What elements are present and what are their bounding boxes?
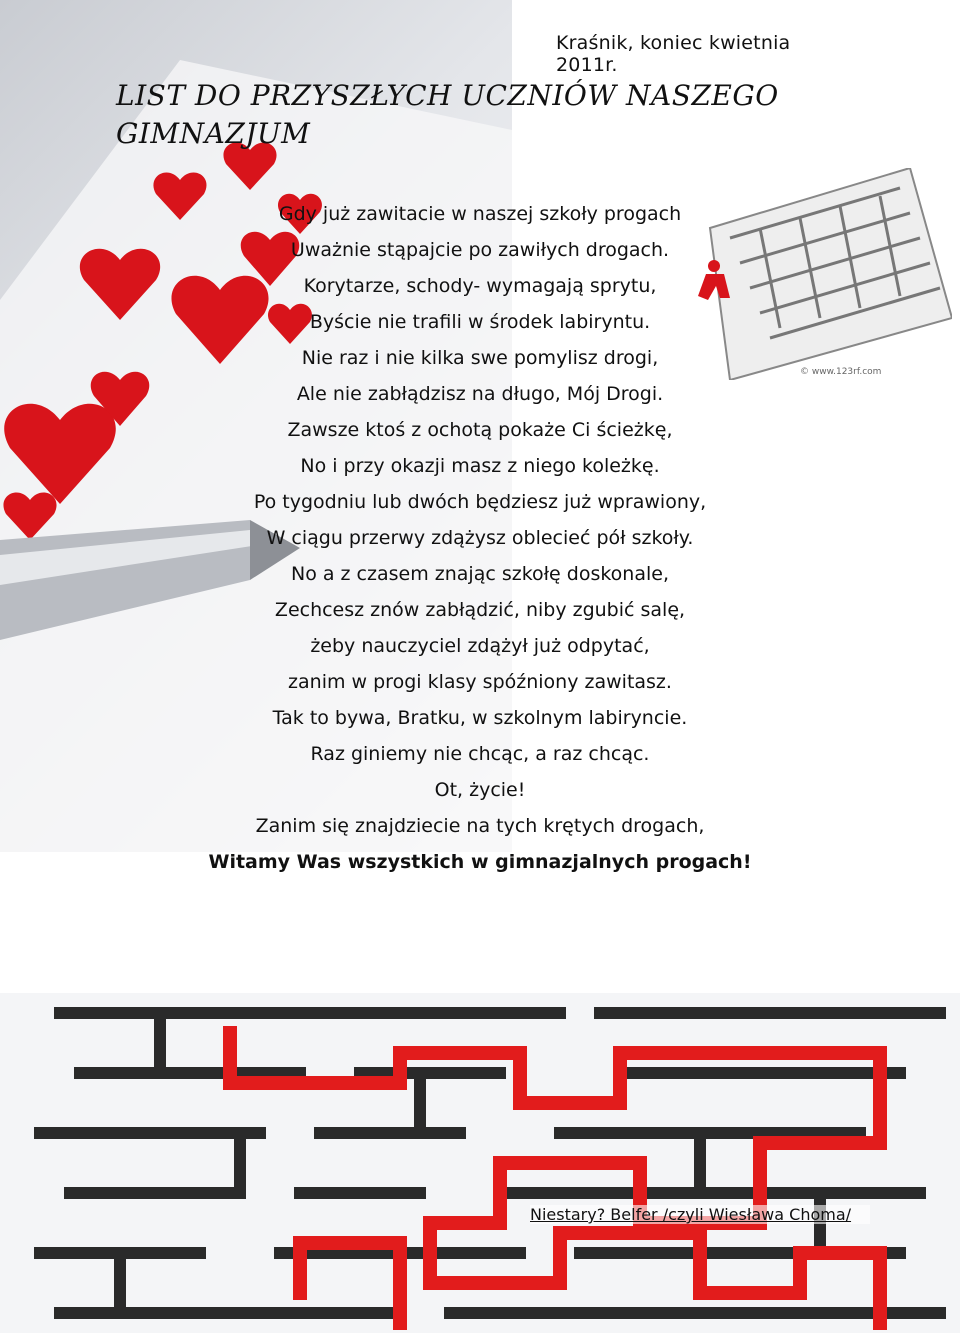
signature: Niestary? Belfer /czyli Wiesława Choma/ <box>530 1205 870 1224</box>
poem-line: Zawsze ktoś z ochotą pokaże Ci ścieżkę, <box>287 419 673 441</box>
poem-line: żeby nauczyciel zdążył już odpytać, <box>310 635 650 657</box>
poem-line: W ciągu przerwy zdążysz oblecieć pół szkoły. <box>266 527 694 549</box>
poem-line: Zanim się znajdziecie na tych krętych drogach, <box>255 815 705 837</box>
poem-line: Korytarze, schody- wymagają sprytu, <box>303 275 657 297</box>
poem-line: Gdy już zawitacie w naszej szkoły progach <box>278 203 682 225</box>
poem-line: Uważnie stąpajcie po zawiłych drogach. <box>290 239 670 261</box>
poem-line: No a z czasem znając szkołę doskonale, <box>290 563 669 585</box>
poem <box>150 196 810 880</box>
poem-line: Ale nie zabłądzisz na długo, Mój Drogi. <box>296 383 664 405</box>
poem-line: No i przy okazji masz z niego koleżkę. <box>300 455 660 477</box>
maze-bottom-illustration <box>0 993 960 1333</box>
poem-closing-line: Witamy Was wszystkich w gimnazjalnych progach! <box>208 851 752 873</box>
poem-line: Tak to bywa, Bratku, w szkolnym labiryncie. <box>272 707 688 729</box>
poem-line: Nie raz i nie kilka swe pomylisz drogi, <box>301 347 659 369</box>
poem-line: Zechcesz znów zabłądzić, niby zgubić salę, <box>274 599 686 621</box>
poem-line: Po tygodniu lub dwóch będziesz już wprawiony, <box>253 491 707 513</box>
poem-line: Byście nie trafili w środek labiryntu. <box>309 311 651 333</box>
letter-title: LIST DO PRZYSZŁYCH UCZNIÓW NASZEGO GIMNAZJUM <box>116 78 779 150</box>
poem-line: Raz giniemy nie chcąc, a raz chcąc. <box>310 743 650 765</box>
poem-line: zanim w progi klasy spóźniony zawitasz. <box>288 671 672 693</box>
place-date: Kraśnik, koniec kwietnia 2011r. <box>556 32 791 76</box>
poem-line: Ot, życie! <box>434 779 526 801</box>
watermark-text: © www.123rf.com <box>800 367 882 377</box>
